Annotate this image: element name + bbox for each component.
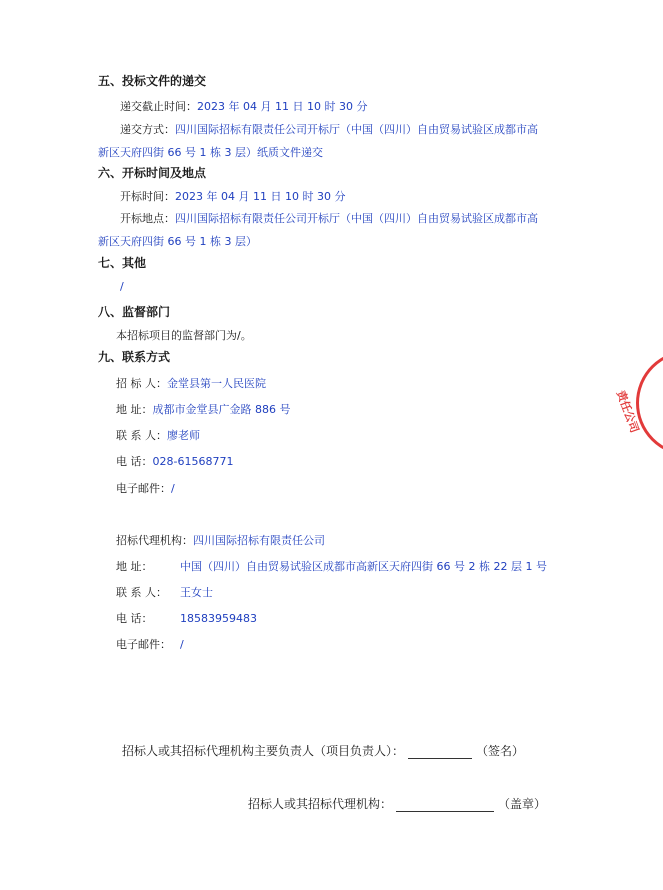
- signature-line-2: [248, 795, 546, 812]
- section-9-heading: 九、联系方式: [98, 350, 171, 364]
- deadline-label: 递交截止时间：: [120, 100, 197, 113]
- agency-address-value: 中国（四川）自由贸易试验区成都市高新区天府四街 66 号 2 栋 22 层 1 号: [180, 560, 547, 573]
- open-place-value-2: 新区天府四街 66 号 1 栋 3 层）: [98, 235, 257, 248]
- agency-name-label: 招标代理机构：: [116, 534, 193, 547]
- method-row: [120, 123, 538, 137]
- agency-phone-label: 电 话：: [116, 612, 153, 625]
- tenderer-email-value: /: [171, 482, 175, 495]
- tenderer-address-row: [116, 403, 291, 417]
- company-seal: [636, 350, 663, 456]
- agency-contact-row: [116, 586, 213, 600]
- tenderer-address-label: 地 址：: [116, 403, 153, 416]
- tenderer-phone-row: [116, 455, 233, 469]
- method-label: 递交方式：: [120, 123, 175, 136]
- other-value: /: [120, 280, 124, 293]
- agency-email-label: 电子邮件：: [116, 638, 171, 651]
- agency-email-value: /: [180, 638, 184, 651]
- supervision-text: 本招标项目的监督部门为/。: [116, 329, 252, 342]
- agency-address-row: [116, 560, 547, 574]
- tenderer-contact-label: 联 系 人：: [116, 429, 167, 442]
- tenderer-phone-label: 电 话：: [116, 455, 153, 468]
- agency-address-label: 地 址：: [116, 560, 153, 573]
- tenderer-email-label: 电子邮件：: [116, 482, 171, 495]
- section-8-heading: 八、监督部门: [98, 305, 171, 319]
- tenderer-contact-value: 廖老师: [167, 429, 200, 442]
- agency-name-value: 四川国际招标有限责任公司: [193, 534, 325, 547]
- signature-line-2-label: 招标人或其招标代理机构：: [248, 797, 393, 811]
- tenderer-name-label: 招 标 人：: [116, 377, 167, 390]
- open-time-label: 开标时间：: [120, 190, 175, 203]
- signature-line-1-suffix: （签名）: [476, 744, 525, 758]
- signature-blank-1: [408, 746, 472, 759]
- company-seal-text: 责任公司: [613, 388, 642, 435]
- tenderer-phone-value: 028-61568771: [152, 455, 234, 468]
- open-place-row: [120, 212, 538, 226]
- agency-phone-value: 18583959483: [180, 612, 257, 625]
- open-place-label: 开标地点：: [120, 212, 175, 225]
- agency-name-row: [116, 534, 325, 548]
- agency-contact-label: 联 系 人：: [116, 586, 167, 599]
- signature-line-2-suffix: （盖章）: [498, 797, 547, 811]
- section-6-heading: 六、开标时间及地点: [98, 166, 207, 180]
- method-value-1: 四川国际招标有限责任公司开标厅（中国（四川）自由贸易试验区成都市高: [175, 123, 538, 136]
- signature-blank-2: [396, 799, 494, 812]
- signature-line-1: [122, 742, 524, 759]
- open-time-row: [120, 190, 345, 204]
- tenderer-contact-row: [116, 429, 200, 443]
- agency-contact-value: 王女士: [180, 586, 213, 599]
- open-time-value: 2023 年 04 月 11 日 10 时 30 分: [175, 190, 346, 203]
- signature-line-1-label: 招标人或其招标代理机构主要负责人（项目负责人）：: [122, 744, 405, 758]
- deadline-value: 2023 年 04 月 11 日 10 时 30 分: [197, 100, 368, 113]
- agency-email-row: [116, 638, 184, 652]
- open-place-value-1: 四川国际招标有限责任公司开标厅（中国（四川）自由贸易试验区成都市高: [175, 212, 538, 225]
- tenderer-email-row: [116, 482, 175, 496]
- section-7-heading: 七、其他: [98, 256, 147, 270]
- tenderer-name-value: 金堂县第一人民医院: [167, 377, 266, 390]
- section-5-heading: 五、投标文件的递交: [98, 74, 207, 88]
- tenderer-address-value: 成都市金堂县广金路 886 号: [152, 403, 291, 416]
- method-value-2: 新区天府四街 66 号 1 栋 3 层）纸质文件递交: [98, 146, 323, 159]
- deadline-row: [120, 100, 367, 114]
- agency-phone-row: [116, 612, 257, 626]
- tenderer-name-row: [116, 377, 266, 391]
